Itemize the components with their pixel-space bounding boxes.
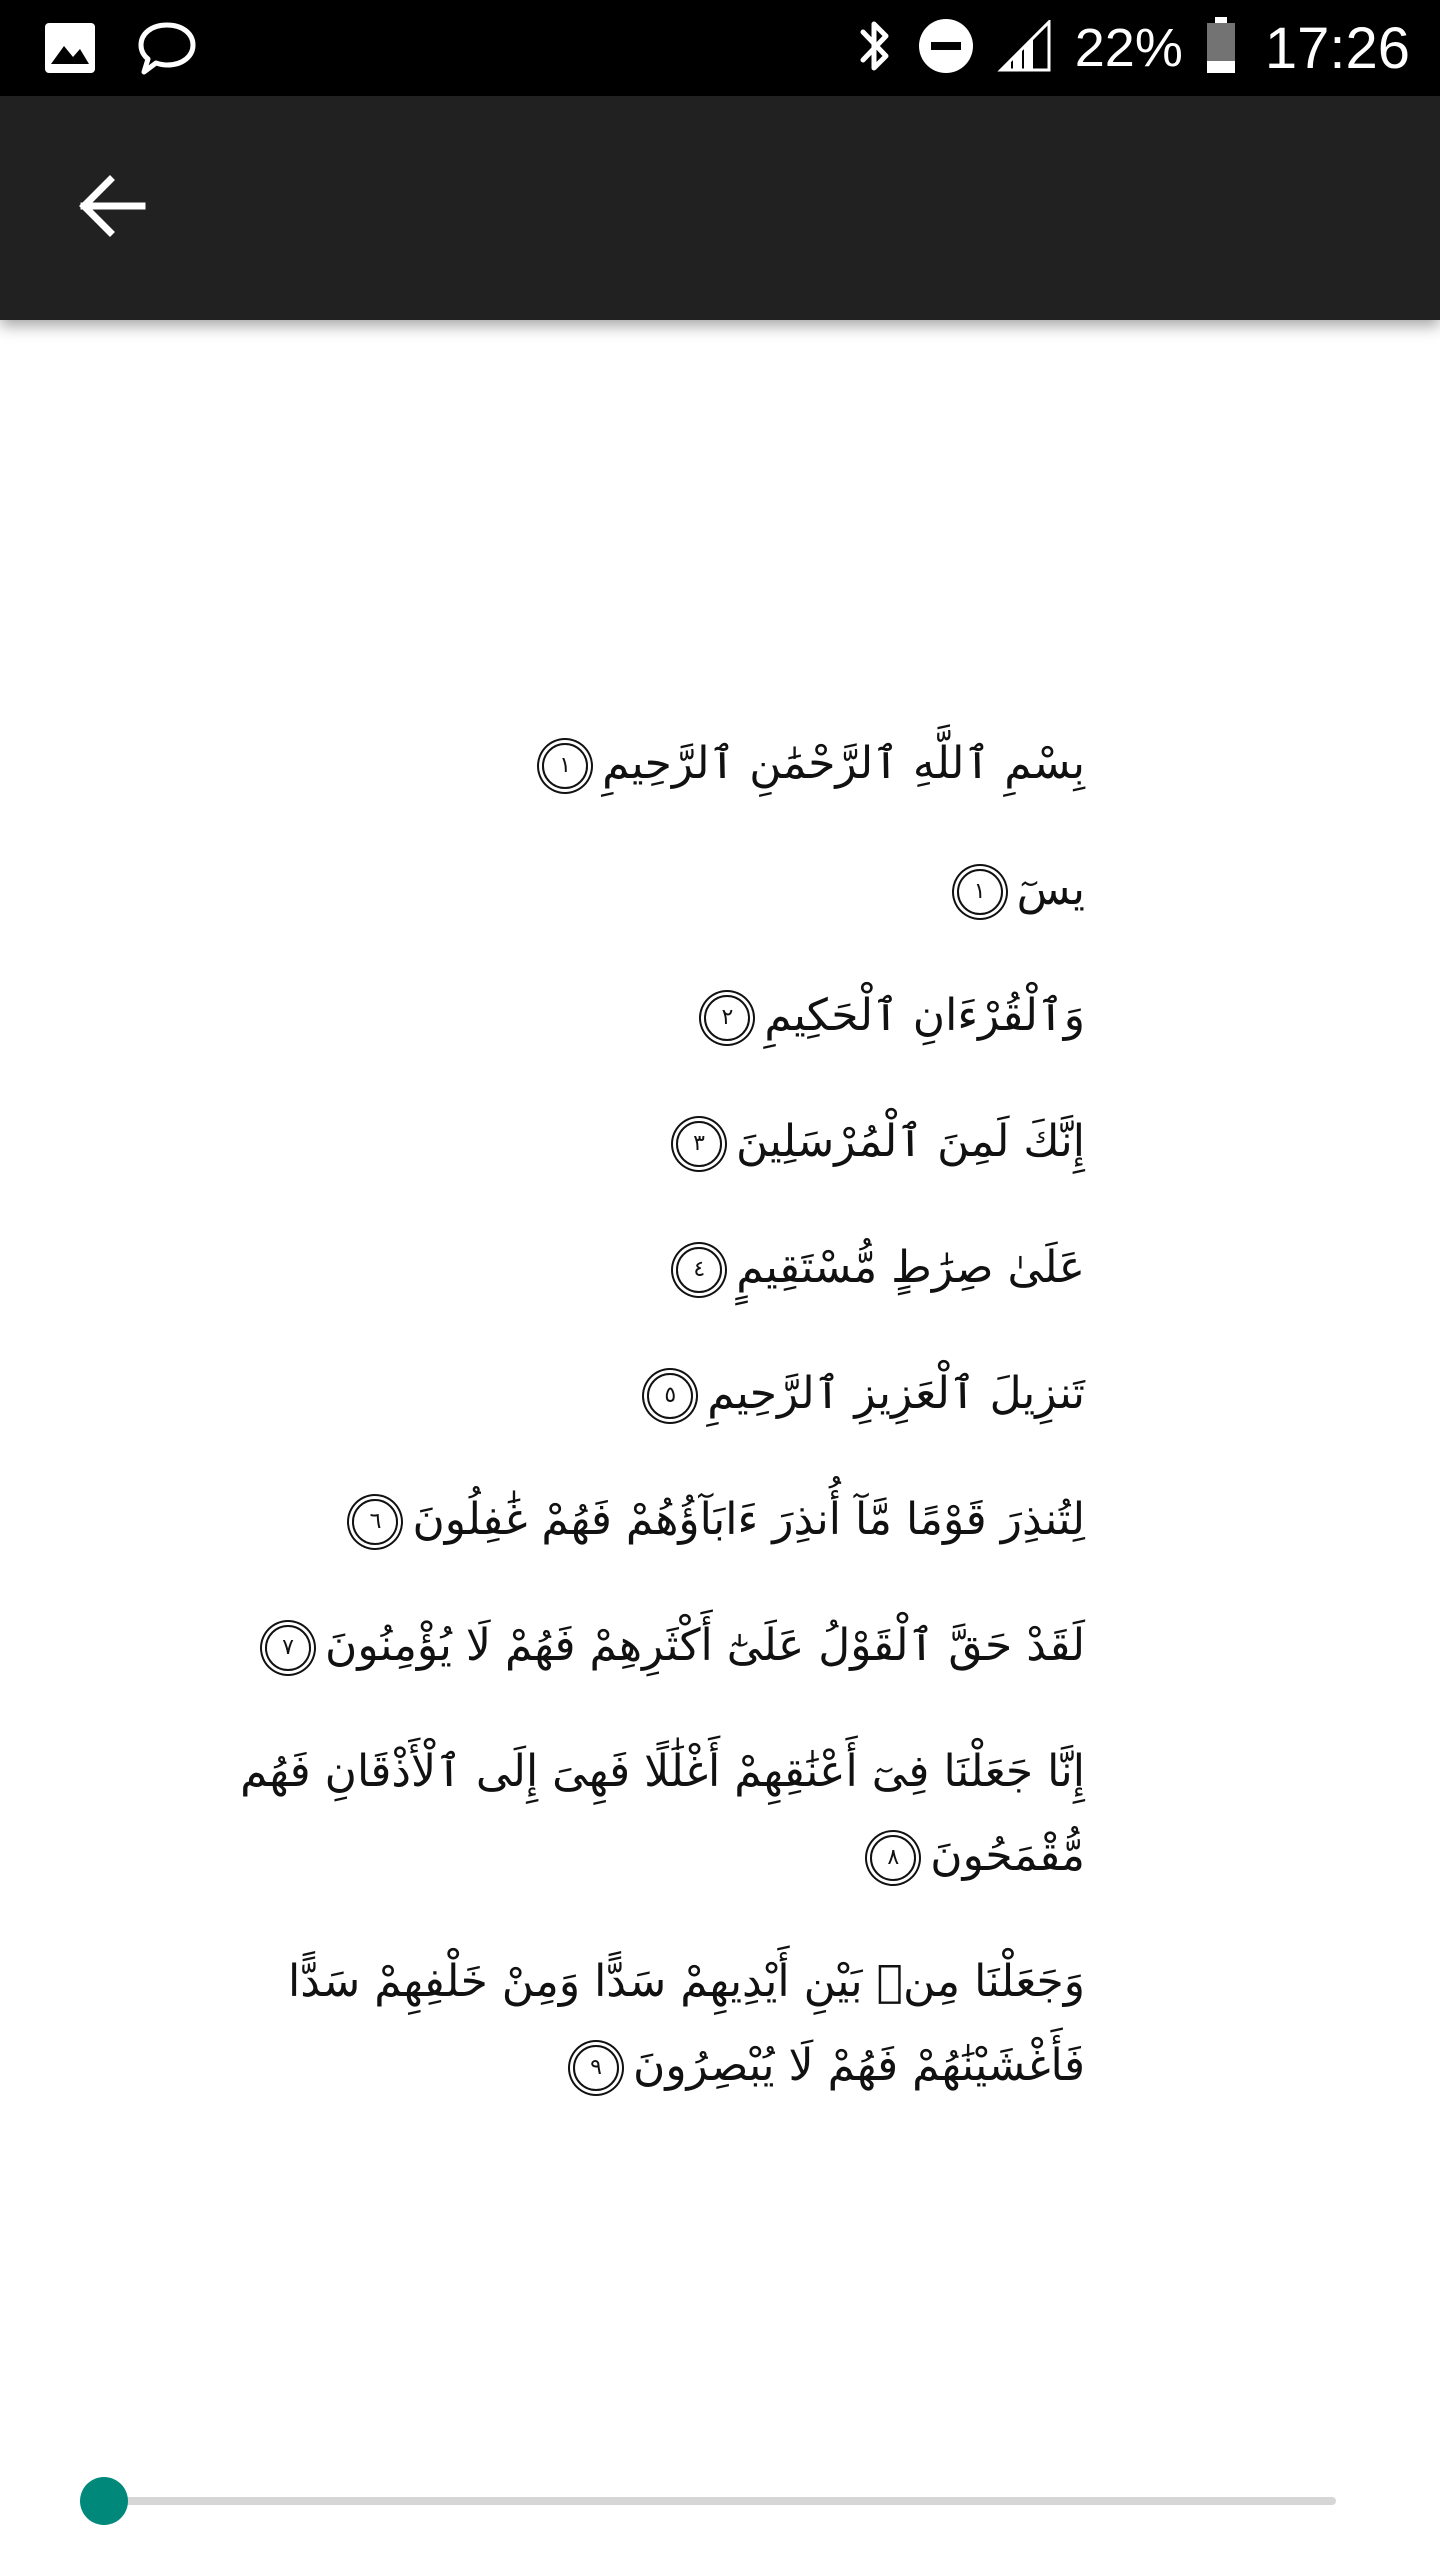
verse-text: يسٓ <box>1016 864 1085 915</box>
verse[interactable] <box>215 1226 1085 1310</box>
seekbar-track[interactable] <box>100 2497 1336 2505</box>
chat-bubble-icon <box>136 20 198 82</box>
ayah-number-marker: ٨ <box>870 1835 916 1881</box>
verse-text: تَنزِيلَ ٱلْعَزِيزِ ٱلرَّحِيمِ <box>707 1368 1085 1419</box>
seekbar-thumb[interactable] <box>80 2477 128 2525</box>
app-bar <box>0 96 1440 320</box>
ayah-number-marker: ٥ <box>647 1373 693 1419</box>
verse-text: لِتُنذِرَ قَوْمًا مَّآ أُنذِرَ ءَابَآؤُهُمْ فَهُمْ غَٰفِلُونَ <box>412 1494 1085 1545</box>
ayah-number-marker: ١ <box>957 869 1003 915</box>
ayah-number-marker: ٢ <box>704 995 750 1041</box>
verse-text: لَقَدْ حَقَّ ٱلْقَوْلُ عَلَىٰٓ أَكْثَرِهِمْ فَهُمْ لَا يُؤْمِنُونَ <box>325 1620 1085 1671</box>
ayah-number-marker: ٦ <box>352 1499 398 1545</box>
verse[interactable] <box>215 848 1085 932</box>
verse[interactable] <box>215 1940 1085 2108</box>
back-button[interactable] <box>56 158 168 258</box>
ayah-number-marker: ٩ <box>573 2045 619 2091</box>
arrow-back-icon <box>78 174 146 242</box>
bluetooth-icon <box>855 16 895 80</box>
verse[interactable] <box>215 1352 1085 1436</box>
verse-text: عَلَىٰ صِرَٰطٍ مُّسْتَقِيمٍ <box>736 1242 1085 1293</box>
verse-text: إِنَّكَ لَمِنَ ٱلْمُرْسَلِينَ <box>736 1116 1085 1167</box>
battery-percentage: 22% <box>1074 18 1183 78</box>
battery-icon <box>1205 17 1237 79</box>
ayah-number-marker: ١ <box>542 743 588 789</box>
clock: 17:26 <box>1264 15 1410 81</box>
verse[interactable] <box>215 1730 1085 1898</box>
verse-text: إِنَّا جَعَلْنَا فِىٓ أَعْنَٰقِهِمْ أَغْلَٰلًا فَهِىَ إِلَى ٱلْأَذْقَانِ فَهُم مُّقْمَحُونَ <box>240 1746 1085 1881</box>
signal-icon <box>997 20 1053 76</box>
do-not-disturb-icon <box>917 17 975 79</box>
ayah-number-marker: ٤ <box>676 1247 722 1293</box>
verse[interactable] <box>215 722 1085 806</box>
verse-text: بِسْمِ ٱللَّهِ ٱلرَّحْمَٰنِ ٱلرَّحِيمِ <box>602 738 1085 789</box>
status-bar-right <box>855 0 1410 96</box>
verse[interactable] <box>215 974 1085 1058</box>
verse[interactable] <box>215 1478 1085 1562</box>
verse-list <box>215 722 1085 2150</box>
status-bar <box>0 0 1440 96</box>
image-icon <box>42 20 98 80</box>
verse-text: وَٱلْقُرْءَانِ ٱلْحَكِيمِ <box>764 990 1085 1041</box>
verse[interactable] <box>215 1100 1085 1184</box>
ayah-number-marker: ٧ <box>265 1625 311 1671</box>
ayah-number-marker: ٣ <box>676 1121 722 1167</box>
verse[interactable] <box>215 1604 1085 1688</box>
verse-text: وَجَعَلْنَا مِنۢ بَيْنِ أَيْدِيهِمْ سَدًّا وَمِنْ خَلْفِهِمْ سَدًّا فَأَغْشَيْنَٰهُمْ فَهُمْ لَا يُبْصِرُونَ <box>288 1956 1085 2091</box>
